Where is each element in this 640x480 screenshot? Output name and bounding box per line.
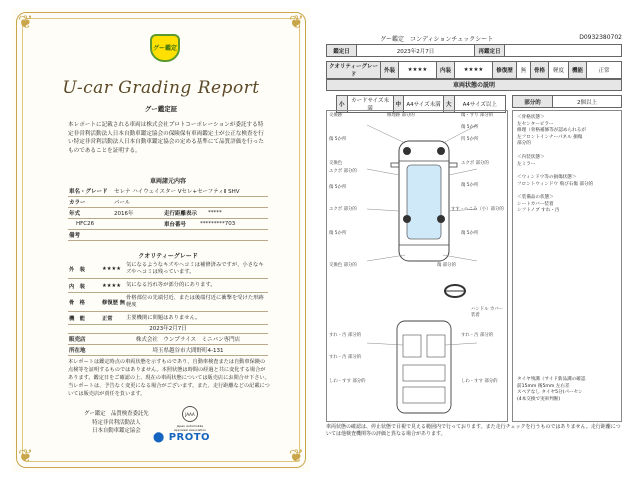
interior-desc: 気になる汚れ等が部分的にあります。 — [126, 282, 216, 288]
proto-icon: ⬤ — [153, 432, 165, 443]
scale-size: 中 — [393, 96, 404, 113]
annotation-label: 修理跡 部分的 — [387, 113, 415, 118]
certificate-subtitle: グー鑑定証 — [144, 105, 178, 113]
scale-size: 大 — [444, 96, 455, 113]
name-label: 車名・グレード — [69, 189, 108, 195]
wheel-icon — [437, 147, 445, 155]
exterior-value: ★★★★ — [399, 62, 437, 79]
wheel-icon — [437, 215, 445, 223]
scale-desc: A4サイズ以上 — [454, 96, 505, 113]
function-grade: 正常 — [102, 316, 113, 322]
legend-line: フロントウィンドウ 飛び石傷 部分的 — [517, 181, 594, 187]
date-value: 2023年2月7日 — [357, 45, 475, 57]
jaaa-text: JAAA — [185, 411, 195, 417]
dealer-value: 株式会社 ウンプライス ミニバン専門店 — [135, 337, 241, 343]
name-value: セレナ ハイウェイスター Vセレ+セーフティⅡ SHV — [114, 189, 240, 195]
table-row — [68, 186, 268, 197]
legend-line: 修理（骨格補修等が認められるが — [517, 128, 586, 133]
quality-grade-table — [68, 260, 268, 325]
remarks-label: 備考 — [69, 233, 81, 239]
legend-line: シフトノブ すれ・汚 — [517, 208, 560, 213]
mileage-label: 走行距離表示 — [164, 211, 198, 217]
exterior-desc: 気になるようなキズやヘコミは補修済みですが、小さなキズやヘコミは残っています。 — [126, 262, 264, 275]
legend-line: (4本交換で実車判断) — [517, 396, 561, 402]
interior-value: ★★★★ — [455, 62, 493, 79]
explain-value: 2個以上 — [553, 96, 622, 108]
table-row — [68, 230, 268, 241]
proto-text: PROTO — [168, 432, 211, 443]
annotation-label: エクボ 部分的 — [461, 161, 489, 166]
annotation-label: 傷 5か所 — [329, 137, 347, 142]
table-row — [68, 208, 268, 219]
function-label: 機能 — [569, 62, 587, 79]
annotation-label: 交換色 部分的 — [329, 263, 357, 268]
exterior-label: 外装 — [381, 62, 399, 79]
car-cabin-outline — [407, 165, 441, 239]
certificate-title: U-car Grading Report — [62, 78, 260, 98]
quality-label: クオリティーグレード — [327, 62, 381, 79]
frame-label: 骨格 — [531, 62, 549, 79]
table-row — [68, 260, 268, 279]
table-row — [68, 293, 268, 312]
interior-label: 内装 — [437, 62, 455, 79]
dealer-table — [68, 323, 268, 356]
annotation-label: 傷 5か所 — [329, 231, 347, 236]
scale-size: 小 — [337, 96, 348, 113]
frame-value: 軽度 — [549, 62, 569, 79]
annotation-label: 傷 部分的 — [437, 263, 456, 268]
address-label: 所在地 — [69, 348, 86, 354]
model-code: HFC26 — [76, 221, 95, 227]
annotation-label: エクボ 部分的 — [329, 207, 357, 212]
date-label: 鑑定日 — [327, 45, 357, 57]
annotation-label: すれ・汚 部分的 — [329, 355, 362, 360]
vehicle-section-title: 車両諸元内容 — [149, 178, 186, 185]
status-section-title: 車両状態の説明 — [326, 79, 622, 91]
annotation-label: ハンドル カバー装着 — [471, 307, 504, 318]
chassis-value: *********703 — [200, 221, 236, 227]
color-label: カラー — [69, 200, 86, 206]
table-row — [68, 345, 268, 356]
annotation-label: エクボ 部分的 — [329, 169, 357, 174]
address-value: 埼玉県越谷市大間野町4-131 — [152, 348, 224, 354]
vehicle-spec-table — [68, 186, 268, 241]
issuer-block — [84, 410, 149, 436]
issuer-line: 日本自動車鑑定協会 — [92, 428, 141, 434]
scale-desc: A4サイズ未満 — [404, 96, 444, 113]
exterior-label: 外 装 — [69, 267, 85, 273]
reinspect-label: 再鑑定日 — [475, 45, 505, 57]
interior-label: 内 装 — [69, 283, 85, 290]
function-label: 機 能 — [69, 316, 85, 322]
legend-line: ＜装備品の状態＞ — [517, 195, 554, 200]
annotation-label: 傷 5か所 — [461, 231, 479, 236]
repair-label: 修復歴 — [493, 62, 517, 79]
table-row — [68, 279, 268, 293]
jaaa-caption: Japan Automobile Appraisal Association — [173, 424, 207, 432]
corner-ornament-icon: ❦ — [288, 446, 304, 467]
logo-text: グー鑑定 — [152, 44, 177, 52]
annotation-label: しわ・すす 部分的 — [461, 379, 498, 384]
repair-value: 無 — [517, 62, 531, 79]
corner-ornament-icon: ❦ — [18, 446, 34, 467]
date-table — [326, 44, 622, 57]
annotation-label: すす・へこみ（小）部分的 — [451, 207, 504, 212]
frame-label: 骨 格 — [69, 300, 85, 306]
grading-date: 2023年2月7日 — [149, 326, 187, 332]
issuer-line: 特定非営利活動法人 — [92, 419, 141, 426]
table-row — [68, 323, 268, 334]
annotation-label: すれ・汚 部分的 — [461, 333, 494, 338]
wheel-icon — [403, 147, 411, 155]
grade-table — [326, 61, 622, 79]
frame-desc: 骨格部位の先端付近、または後端付近に衝撃を受けた形跡 — [126, 295, 264, 301]
legend-line: ＜骨格状態＞ — [517, 115, 545, 120]
scale-desc: カードサイズ未満 — [347, 96, 393, 113]
legend-line: ＜内装状態＞ — [517, 155, 545, 160]
legend-line: 左ミラー — [517, 161, 536, 167]
annotation-label: すれ・汚 部分的 — [329, 333, 362, 338]
legend-line: 部分的 — [517, 141, 531, 146]
quality-section-title: クオリティーグレード — [138, 253, 198, 260]
jaaa-seal — [182, 406, 198, 422]
corner-ornament-icon: ❦ — [18, 12, 34, 33]
annotation-label: 傷 5か所 — [329, 185, 347, 190]
annotation-label: 傷・すり 部分的 — [461, 113, 494, 118]
sheet-title: グー鑑定 コンディションチェックシート — [380, 36, 494, 43]
table-row — [68, 334, 268, 345]
proto-logo — [153, 432, 210, 443]
corner-ornament-icon: ❦ — [288, 12, 304, 33]
year-label: 年式 — [69, 211, 81, 217]
frame-grade: 修復歴 無 — [102, 300, 126, 306]
annotation-label: 交換跡 — [329, 113, 343, 118]
legend-line: 左センターピラー — [517, 121, 554, 127]
legend-line: 左フロントインナーパネル 損傷 — [517, 134, 583, 140]
explain-label: 部分的 — [513, 96, 553, 108]
annotation-label: しわ・すす 部分的 — [329, 379, 366, 384]
certificate-intro: 本レポートに記載される車両は株式会社プロトコーポレーションが委託する特定非営利活動法人日本自動車鑑定協会の保険保有車両鑑定士が公正な検査を行い特定非営利活動法人日本自動車鑑定協会の定める基準にて品質評価を行ったものであることを証明する。 — [68, 122, 264, 154]
mileage-value: ***** — [208, 210, 222, 216]
condition-legend — [512, 110, 622, 422]
explain-table — [512, 95, 622, 108]
chassis-label: 車台番号 — [164, 222, 187, 228]
certificate-notes: 本レポートは鑑定時点の車両状態を示すものであり、自動車検査または自動車保険の点検等を証明するものではありません。本照状態は時間の経過と共に変化する場合があります。鑑定日をご確認の上、現在の車両状態については販売店にお問合せ下さい。当レポートは、予告なく変更になる場合がございます。また、走行距離などの記載については販売店が責任を負います。 — [68, 359, 270, 397]
function-value: 正常 — [587, 62, 622, 79]
color-value: パール — [114, 200, 131, 206]
function-desc: 主要機関に問題はありません。 — [126, 314, 201, 321]
annotation-label: 交換色 — [329, 161, 343, 166]
reinspect-value — [505, 45, 622, 57]
sheet-disclaimer: 車両状態の確認は、停止状態で目視で見える範囲内で行っております。また走行チェックを行うものではありません。走行距離については他検査機関等の評価と異なる場合があります。 — [326, 424, 621, 437]
table-row — [68, 197, 268, 208]
legend-line: ＜ウィンドウ等の損傷状態＞ — [517, 175, 577, 180]
issuer-line: グー鑑定 品質検査委託先 — [84, 411, 149, 417]
goo-kantei-logo — [150, 34, 180, 62]
wheel-icon — [403, 215, 411, 223]
interior-grade: ★★★★ — [102, 282, 121, 289]
legend-line: 前15mm 後5mm 左右差 — [517, 383, 570, 389]
annotation-label: 傷 5か所 — [461, 125, 479, 130]
vehicle-damage-diagram — [326, 110, 508, 422]
annotation-label: 傷 5か所 — [461, 183, 479, 188]
annotation-label: 凹 5か所 — [461, 137, 479, 142]
legend-line: スペアなし タイヤ5分(パーセン — [517, 390, 583, 395]
sheet-code: D0932380702 — [579, 34, 622, 41]
table-row — [68, 219, 268, 230]
year-value: 2016年 — [114, 211, 134, 217]
frame-extra: 軽度 — [126, 302, 137, 308]
legend-line: シートカバー装着 — [517, 201, 554, 207]
legend-line: タイヤ残溝（サイド新品溝の確認 — [517, 377, 586, 382]
exterior-grade: ★★★★ — [102, 266, 121, 272]
dealer-label: 販売店 — [69, 337, 86, 343]
